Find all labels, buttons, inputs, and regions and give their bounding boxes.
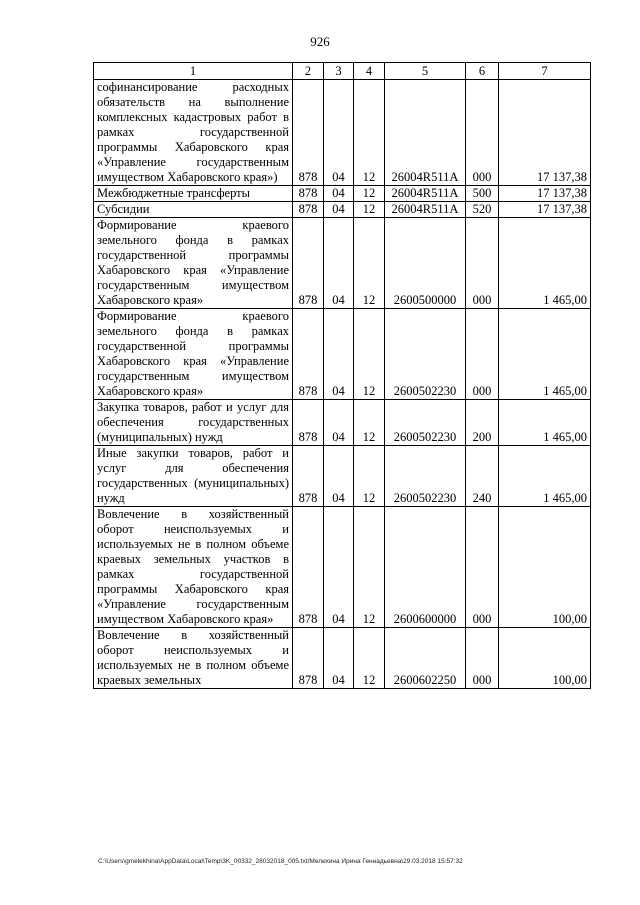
table-row — [94, 218, 591, 309]
row-rz: 04 — [324, 218, 354, 309]
header-cell: 7 — [499, 63, 591, 80]
row-rz: 04 — [324, 628, 354, 689]
table-row — [94, 202, 591, 218]
row-csr: 2600502230 — [385, 446, 466, 507]
row-vr: 000 — [466, 80, 499, 186]
row-rz: 04 — [324, 400, 354, 446]
row-grbs: 878 — [293, 400, 324, 446]
row-description: Иные закупки товаров, работ и услуг для обеспечения государственных (муниципальных) нужд — [94, 446, 293, 507]
row-sum: 17 137,38 — [499, 202, 591, 218]
row-vr: 000 — [466, 309, 499, 400]
row-pr: 12 — [354, 80, 385, 186]
row-grbs: 878 — [293, 507, 324, 628]
budget-table — [93, 62, 591, 689]
row-sum: 1 465,00 — [499, 309, 591, 400]
header-cell: 2 — [293, 63, 324, 80]
header-cell: 1 — [94, 63, 293, 80]
file-path-footer: C:\Users\gmelekhina\AppData\Local\Temp\3K_00332_28032018_005.txt/Мелехина Ирина Геннадьевна\29.03.2018 15:57:32 — [98, 858, 463, 865]
table-row — [94, 446, 591, 507]
row-pr: 12 — [354, 218, 385, 309]
row-description: Формирование краевого земельного фонда в рамках государственной программы Хабаровского края «Управление государственным имуществом Хабаровского края» — [94, 218, 293, 309]
row-grbs: 878 — [293, 446, 324, 507]
table-row — [94, 309, 591, 400]
row-description: Субсидии — [94, 202, 293, 218]
page-number: 926 — [310, 34, 330, 49]
table-row — [94, 400, 591, 446]
row-pr: 12 — [354, 309, 385, 400]
row-sum: 1 465,00 — [499, 400, 591, 446]
header-cell: 4 — [354, 63, 385, 80]
row-description: Межбюджетные трансферты — [94, 186, 293, 202]
row-vr: 520 — [466, 202, 499, 218]
table-row — [94, 80, 591, 186]
row-description: Вовлечение в хозяйственный оборот неиспользуемых и используемых не в полном объеме краевых земельных — [94, 628, 293, 689]
row-pr: 12 — [354, 400, 385, 446]
row-sum: 17 137,38 — [499, 186, 591, 202]
row-vr: 200 — [466, 400, 499, 446]
row-pr: 12 — [354, 628, 385, 689]
row-rz: 04 — [324, 309, 354, 400]
row-rz: 04 — [324, 202, 354, 218]
row-sum: 1 465,00 — [499, 218, 591, 309]
row-rz: 04 — [324, 186, 354, 202]
header-cell: 5 — [385, 63, 466, 80]
table-row — [94, 628, 591, 689]
row-grbs: 878 — [293, 628, 324, 689]
row-csr: 2600502230 — [385, 309, 466, 400]
row-rz: 04 — [324, 80, 354, 186]
row-grbs: 878 — [293, 218, 324, 309]
table-row — [94, 186, 591, 202]
row-grbs: 878 — [293, 80, 324, 186]
row-grbs: 878 — [293, 309, 324, 400]
row-vr: 000 — [466, 507, 499, 628]
table-header-row — [94, 63, 591, 80]
row-grbs: 878 — [293, 186, 324, 202]
table-row — [94, 507, 591, 628]
row-csr: 2600500000 — [385, 218, 466, 309]
row-csr: 26004R511A — [385, 186, 466, 202]
row-pr: 12 — [354, 446, 385, 507]
row-vr: 000 — [466, 218, 499, 309]
header-cell: 6 — [466, 63, 499, 80]
row-csr: 26004R511A — [385, 80, 466, 186]
row-description: Вовлечение в хозяйственный оборот неиспользуемых и используемых не в полном объеме краевых земельных участков в рамках государственной программы Хабаровского края «Управление государственным имуществом Хабаровского края» — [94, 507, 293, 628]
row-pr: 12 — [354, 186, 385, 202]
row-csr: 2600502230 — [385, 400, 466, 446]
row-description: Закупка товаров, работ и услуг для обеспечения государственных (муниципальных) нужд — [94, 400, 293, 446]
row-description: Формирование краевого земельного фонда в рамках государственной программы Хабаровского края «Управление государственным имуществом Хабаровского края» — [94, 309, 293, 400]
row-sum: 100,00 — [499, 628, 591, 689]
row-rz: 04 — [324, 507, 354, 628]
row-vr: 240 — [466, 446, 499, 507]
row-description: софинансирование расходных обязательств на выполнение комплексных кадастровых работ в рамках государственной программы Хабаровского края «Управление государственным имуществом Хабаровского края») — [94, 80, 293, 186]
row-pr: 12 — [354, 202, 385, 218]
row-sum: 100,00 — [499, 507, 591, 628]
row-grbs: 878 — [293, 202, 324, 218]
row-csr: 2600600000 — [385, 507, 466, 628]
row-sum: 1 465,00 — [499, 446, 591, 507]
row-sum: 17 137,38 — [499, 80, 591, 186]
row-pr: 12 — [354, 507, 385, 628]
row-csr: 26004R511A — [385, 202, 466, 218]
row-csr: 2600602250 — [385, 628, 466, 689]
row-vr: 500 — [466, 186, 499, 202]
header-cell: 3 — [324, 63, 354, 80]
row-rz: 04 — [324, 446, 354, 507]
row-vr: 000 — [466, 628, 499, 689]
